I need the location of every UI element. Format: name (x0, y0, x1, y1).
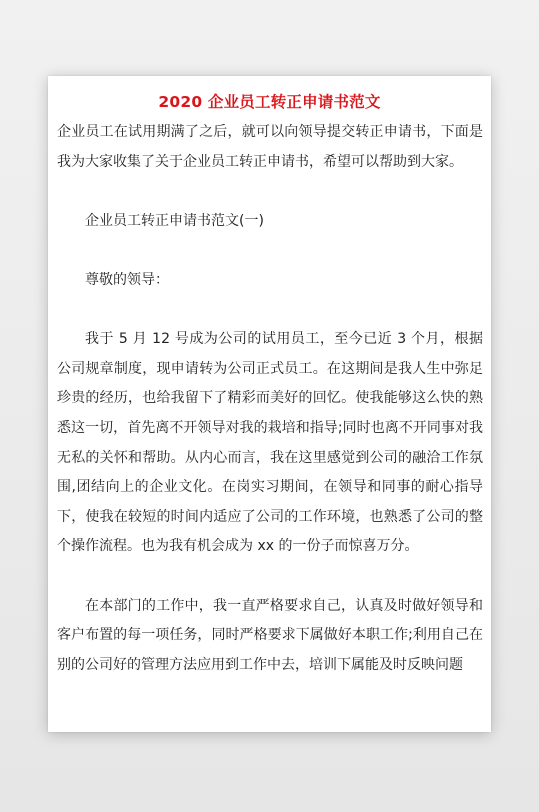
intro-paragraph: 企业员工在试用期满了之后，就可以向领导提交转正申请书，下面是我为大家收集了关于企业员工转正申请书，希望可以帮助到大家。 (57, 124, 483, 170)
document-title: 2020 企业员工转正申请书范文 (158, 93, 381, 111)
body-paragraph-1: 我于 5 月 12 号成为公司的试用员工，至今已近 3 个月，根据公司规章制度，现申请转为公司正式员工。在这期间是我人生中弥足珍贵的经历，也给我留下了精彩而美好的回忆。使我能够这么快的熟悉这一切，首先离不开领导对我的栽培和指导;同时也离不开同事对我无私的关怀和帮助。从内心而言，我在这里感觉到公司的融洽工作氛围,团结向上的企业文化。在岗实习期间，在领导和同事的耐心指导下，使我在较短的时间内适应了公司的工作环境，也熟悉了公司的整个操作流程。也为我有机会成为 xx 的一份子而惊喜万分。 (57, 331, 483, 555)
document-page (48, 76, 491, 732)
document-body (48, 118, 491, 680)
salutation: 尊敬的领导： (85, 271, 169, 288)
section-subtitle: 企业员工转正申请书范文(一) (85, 212, 264, 229)
body-paragraph-2: 在本部门的工作中，我一直严格要求自己，认真及时做好领导和客户布置的每一项任务，同时严格要求下属做好本职工作;利用自己在别的公司好的管理方法应用到工作中去，培训下属能及时反映问题 (57, 597, 483, 673)
